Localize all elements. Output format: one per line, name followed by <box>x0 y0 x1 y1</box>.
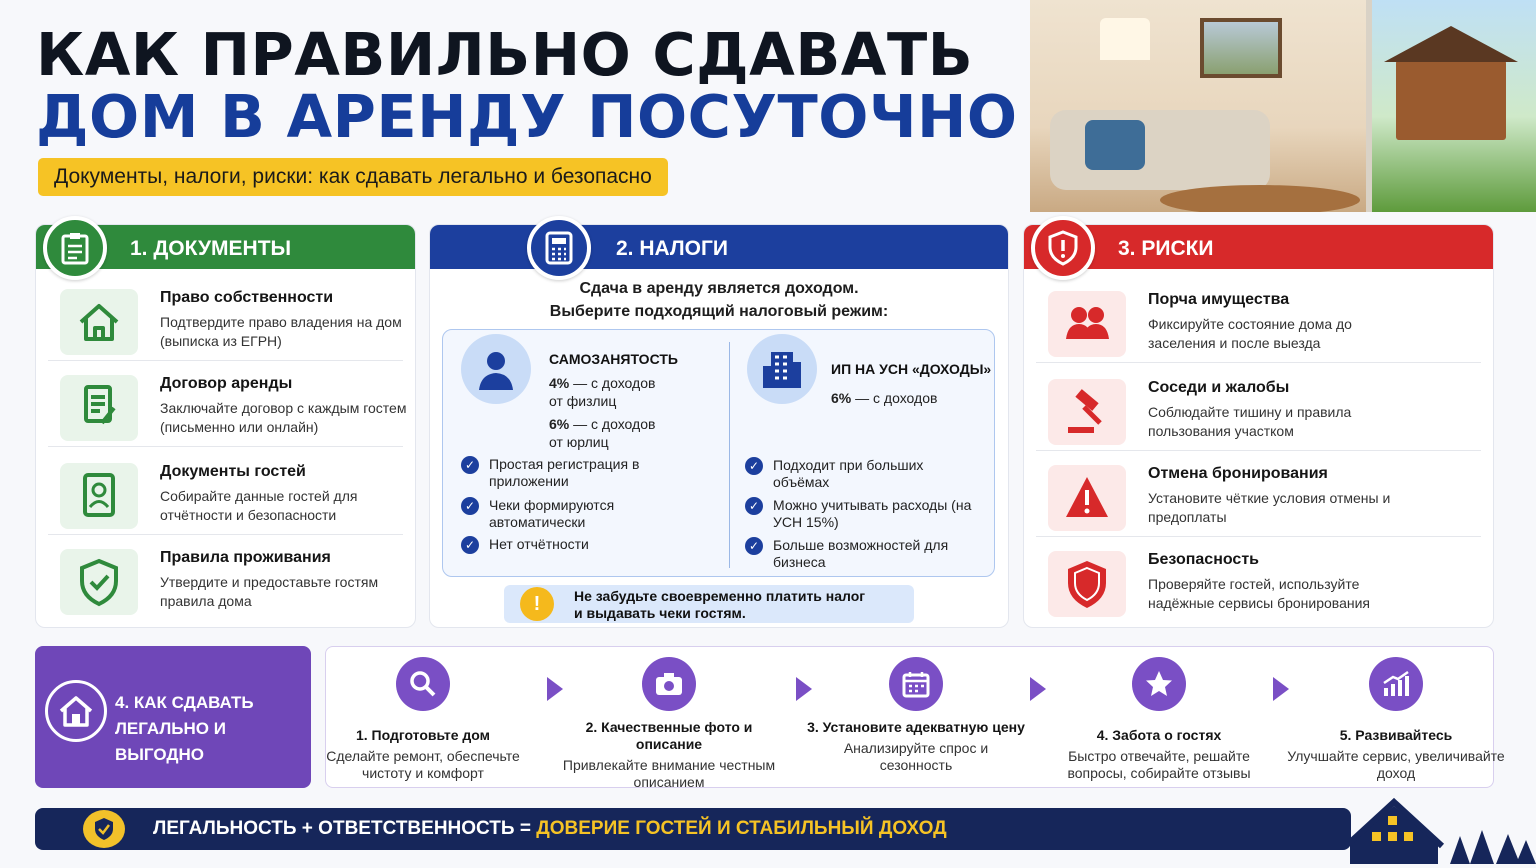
benefit-item: ✓ Чеки формируются автоматически <box>461 497 681 531</box>
step-desc: Привлекайте внимание честным описанием <box>562 757 776 790</box>
self-employed-rate-2 <box>549 415 655 451</box>
list-item <box>48 281 403 361</box>
warning-line-2: и выдавать чеки гостям. <box>574 605 746 621</box>
benefit-item: ✓ Нет отчётности <box>461 536 681 553</box>
list-item <box>48 455 403 535</box>
sofa-shape <box>1050 110 1270 190</box>
gavel-icon <box>1048 379 1126 445</box>
ip-title: ИП НА УСН «ДОХОДЫ» <box>831 361 992 377</box>
item-desc: Утвердите и предоставьте гостям правила дома <box>160 574 379 609</box>
item-desc: Заключайте договор с каждым гостем (письменно или онлайн) <box>160 400 407 435</box>
risks-card <box>1023 224 1494 628</box>
warning-line-1: Не забудьте своевременно платить налог <box>574 588 866 604</box>
taxes-card <box>429 224 1009 628</box>
taxes-header: 2. НАЛОГИ <box>430 225 1008 269</box>
howto-title-line-2: ЛЕГАЛЬНО И ВЫГОДНО <box>115 719 226 764</box>
house-exterior <box>1396 60 1506 140</box>
star-icon <box>1132 657 1186 711</box>
taxes-intro-line-2: Выберите подходящий налоговый режим: <box>549 303 889 320</box>
shield-alert-icon <box>1031 216 1095 280</box>
people-icon <box>1048 291 1126 357</box>
rate-sub: от физлиц <box>549 393 617 409</box>
item-desc: Подтвердите право владения на дом (выписка из ЕГРН) <box>160 314 402 349</box>
coffee-table-shape <box>1160 185 1360 212</box>
footer-text: ЛЕГАЛЬНОСТЬ + ОТВЕТСТВЕННОСТЬ = <box>153 818 537 839</box>
building-icon <box>747 334 817 404</box>
item-title: Правила проживания <box>160 549 331 566</box>
rate-text: — с доходов <box>569 375 656 391</box>
list-item <box>1036 457 1481 537</box>
item-title: Право собственности <box>160 289 334 306</box>
step-desc: Анализируйте спрос и сезонность <box>843 740 989 773</box>
item-desc: Собирайте данные гостей для отчётности и безопасности <box>160 488 358 523</box>
step-desc: Быстро отвечайте, решайте вопросы, собирайте отзывы <box>1067 748 1251 781</box>
step-title: 5. Развивайтесь <box>1339 727 1453 743</box>
home-icon <box>45 680 107 742</box>
step-item <box>1049 657 1269 782</box>
howto-panel <box>35 646 311 788</box>
step-title: 1. Подготовьте дом <box>355 727 491 743</box>
documents-card <box>35 224 416 628</box>
list-item <box>48 367 407 447</box>
calculator-icon <box>527 216 591 280</box>
list-item <box>1036 371 1481 451</box>
item-desc: Фиксируйте состояние дома до заселения и после выезда <box>1148 316 1352 351</box>
item-title: Безопасность <box>1148 551 1259 568</box>
tax-divider <box>729 342 730 568</box>
step-item <box>1286 657 1506 782</box>
step-title: 3. Установите адекватную цену <box>807 719 1025 735</box>
benefit-item: ✓ Можно учитывать расходы (на УСН 15%) <box>745 497 975 531</box>
step-desc: Сделайте ремонт, обеспечьте чистоту и комфорт <box>326 748 520 781</box>
howto-steps <box>325 646 1505 790</box>
benefit-item: ✓ Больше возможностей для бизнеса <box>745 537 975 571</box>
item-title: Соседи и жалобы <box>1148 379 1290 396</box>
rate-pct: 4% <box>549 375 570 391</box>
item-desc: Установите чёткие условия отмены и предоплаты <box>1148 490 1391 525</box>
window-view <box>1366 0 1536 212</box>
rate-pct: 6% <box>831 390 852 406</box>
howto-title <box>115 690 311 768</box>
house-icon <box>60 289 138 355</box>
arrow-right-icon <box>1030 677 1046 701</box>
self-employed-rate-1 <box>549 374 655 410</box>
calendar-icon <box>889 657 943 711</box>
shield-check-icon <box>60 549 138 615</box>
rate-sub: от юрлиц <box>549 434 609 450</box>
step-title: 2. Качественные фото и описание <box>585 719 753 752</box>
camera-icon <box>642 657 696 711</box>
house-silhouette-icon <box>1350 790 1536 864</box>
item-title: Договор аренды <box>160 375 293 392</box>
step-item <box>559 657 779 791</box>
lamp-shape <box>1100 18 1150 60</box>
item-desc: Проверяйте гостей, используйте надёжные сервисы бронирования <box>1148 576 1371 611</box>
list-item <box>48 541 403 621</box>
warning-icon <box>1048 465 1126 531</box>
search-icon <box>396 657 450 711</box>
tax-warning <box>504 585 914 623</box>
taxes-intro <box>430 277 1008 323</box>
benefit-item: ✓ Подходит при больших объёмах <box>745 457 975 491</box>
taxes-intro-line-1: Сдача в аренду является доходом. <box>579 280 859 297</box>
risks-header: 3. РИСКИ <box>1024 225 1493 269</box>
wall-picture <box>1200 18 1282 78</box>
title-line-2: ДОМ В АРЕНДУ ПОСУТОЧНО <box>36 82 1018 151</box>
pillow-shape <box>1085 120 1145 170</box>
tax-regimes-box <box>442 329 995 577</box>
self-employed-title: САМОЗАНЯТОСТЬ <box>549 351 678 367</box>
item-title: Отмена бронирования <box>1148 465 1328 482</box>
hero-photo <box>1030 0 1536 212</box>
title-line-1: КАК ПРАВИЛЬНО СДАВАТЬ <box>36 20 974 89</box>
clipboard-icon <box>43 216 107 280</box>
subtitle-banner: Документы, налоги, риски: как сдавать легально и безопасно <box>38 158 668 196</box>
howto-title-line-1: 4. КАК СДАВАТЬ <box>115 693 254 712</box>
footer-banner <box>35 808 1351 850</box>
step-item <box>313 657 533 782</box>
person-icon <box>461 334 531 404</box>
contract-icon <box>60 375 138 441</box>
rate-text: — с доходов <box>569 416 656 432</box>
shield-icon <box>1048 551 1126 617</box>
benefit-item: ✓ Простая регистрация в приложении <box>461 456 681 490</box>
list-item <box>1036 543 1481 623</box>
id-card-icon <box>60 463 138 529</box>
exclamation-icon: ! <box>520 587 554 621</box>
growth-chart-icon <box>1369 657 1423 711</box>
list-item <box>1036 283 1481 363</box>
item-title: Порча имущества <box>1148 291 1290 308</box>
step-title: 4. Забота о гостях <box>1096 727 1222 743</box>
rate-pct: 6% <box>549 416 570 432</box>
item-desc: Соблюдайте тишину и правила пользования участком <box>1148 404 1352 439</box>
shield-check-icon <box>83 810 125 848</box>
documents-header: 1. ДОКУМЕНТЫ <box>36 225 415 269</box>
footer-highlight: ДОВЕРИЕ ГОСТЕЙ И СТАБИЛЬНЫЙ ДОХОД <box>536 818 947 839</box>
step-desc: Улучшайте сервис, увеличивайте доход <box>1287 748 1505 781</box>
item-title: Документы гостей <box>160 463 306 480</box>
rate-text: — с доходов <box>851 390 938 406</box>
ip-rate <box>831 389 937 407</box>
step-item <box>806 657 1026 774</box>
